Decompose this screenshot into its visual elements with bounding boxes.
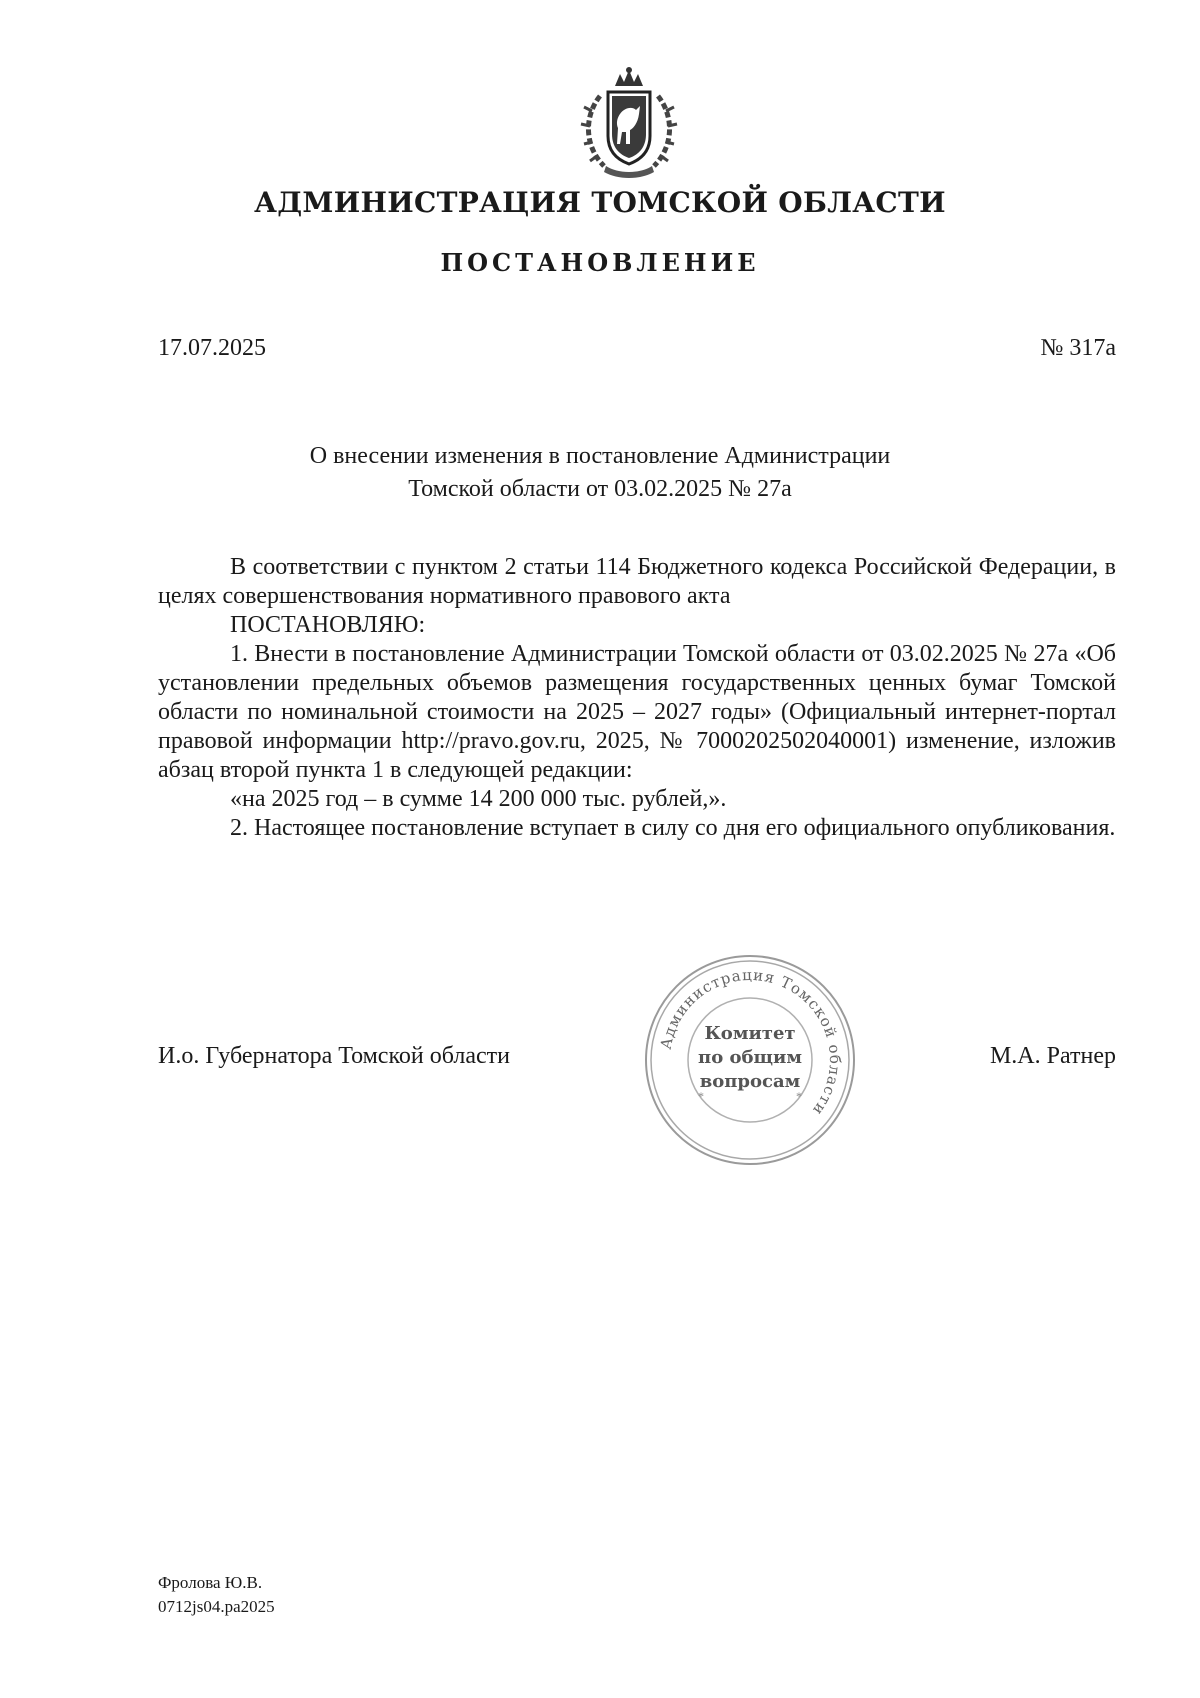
subject-line-1: О внесении изменения в постановление Администрации bbox=[309, 443, 891, 469]
seal-center-text bbox=[640, 1022, 860, 1094]
subject-line-2: Томской области от 03.02.2025 № 27а bbox=[408, 476, 792, 502]
item-2-paragraph: 2. Настоящее постановление вступает в силу со дня его официального опубликования. bbox=[230, 815, 1116, 841]
executor-code: 0712js04.ра2025 bbox=[158, 1597, 275, 1616]
seal-line-3: вопросам bbox=[699, 1071, 801, 1092]
signatory-position: И.о. Губернатора Томской области bbox=[158, 1043, 510, 1069]
seal-line-1: Комитет bbox=[704, 1023, 796, 1044]
document-type: ПОСТАНОВЛЕНИЕ bbox=[440, 248, 760, 277]
decree-word: ПОСТАНОВЛЯЮ: bbox=[230, 612, 426, 638]
signatory-name: М.А. Ратнер bbox=[989, 1043, 1116, 1069]
svg-text:Администрация Томской области: Администрация Томской области bbox=[656, 965, 845, 1120]
preamble-paragraph: В соответствии с пунктом 2 статьи 114 Бюджетного кодекса Российской Федерации, в целях совершенствования нормативного правового акта bbox=[158, 554, 1116, 609]
document-subject bbox=[0, 440, 1200, 506]
svg-text:*: * bbox=[698, 1089, 704, 1103]
document-number: № 317а bbox=[1040, 335, 1116, 361]
svg-text:*: * bbox=[796, 1089, 802, 1103]
document-date: 17.07.2025 bbox=[158, 335, 266, 361]
quoted-amendment: «на 2025 год – в сумме 14 200 000 тыс. рублей,». bbox=[230, 786, 727, 812]
seal-line-2: по общим bbox=[698, 1047, 802, 1068]
official-seal bbox=[640, 950, 860, 1170]
executor-block bbox=[158, 1571, 275, 1619]
tomsk-region-coat-of-arms-icon bbox=[570, 66, 688, 182]
item-1-paragraph: 1. Внести в постановление Администрации Томской области от 03.02.2025 № 27а «Об установлении предельных объемов размещения государственных ценных бумаг Томской области по номинальной стоимости на 2025 – 2027 годы» (Официальный интернет-портал правовой информации http://pravo.gov.ru, 2025, № 7000202502040001) изменение, изложив абзац второй пункта 1 в следующей редакции: bbox=[158, 641, 1116, 783]
executor-name: Фролова Ю.В. bbox=[158, 1573, 263, 1592]
authority-title: АДМИНИСТРАЦИЯ ТОМСКОЙ ОБЛАСТИ bbox=[254, 186, 946, 219]
document-body bbox=[158, 553, 1116, 843]
